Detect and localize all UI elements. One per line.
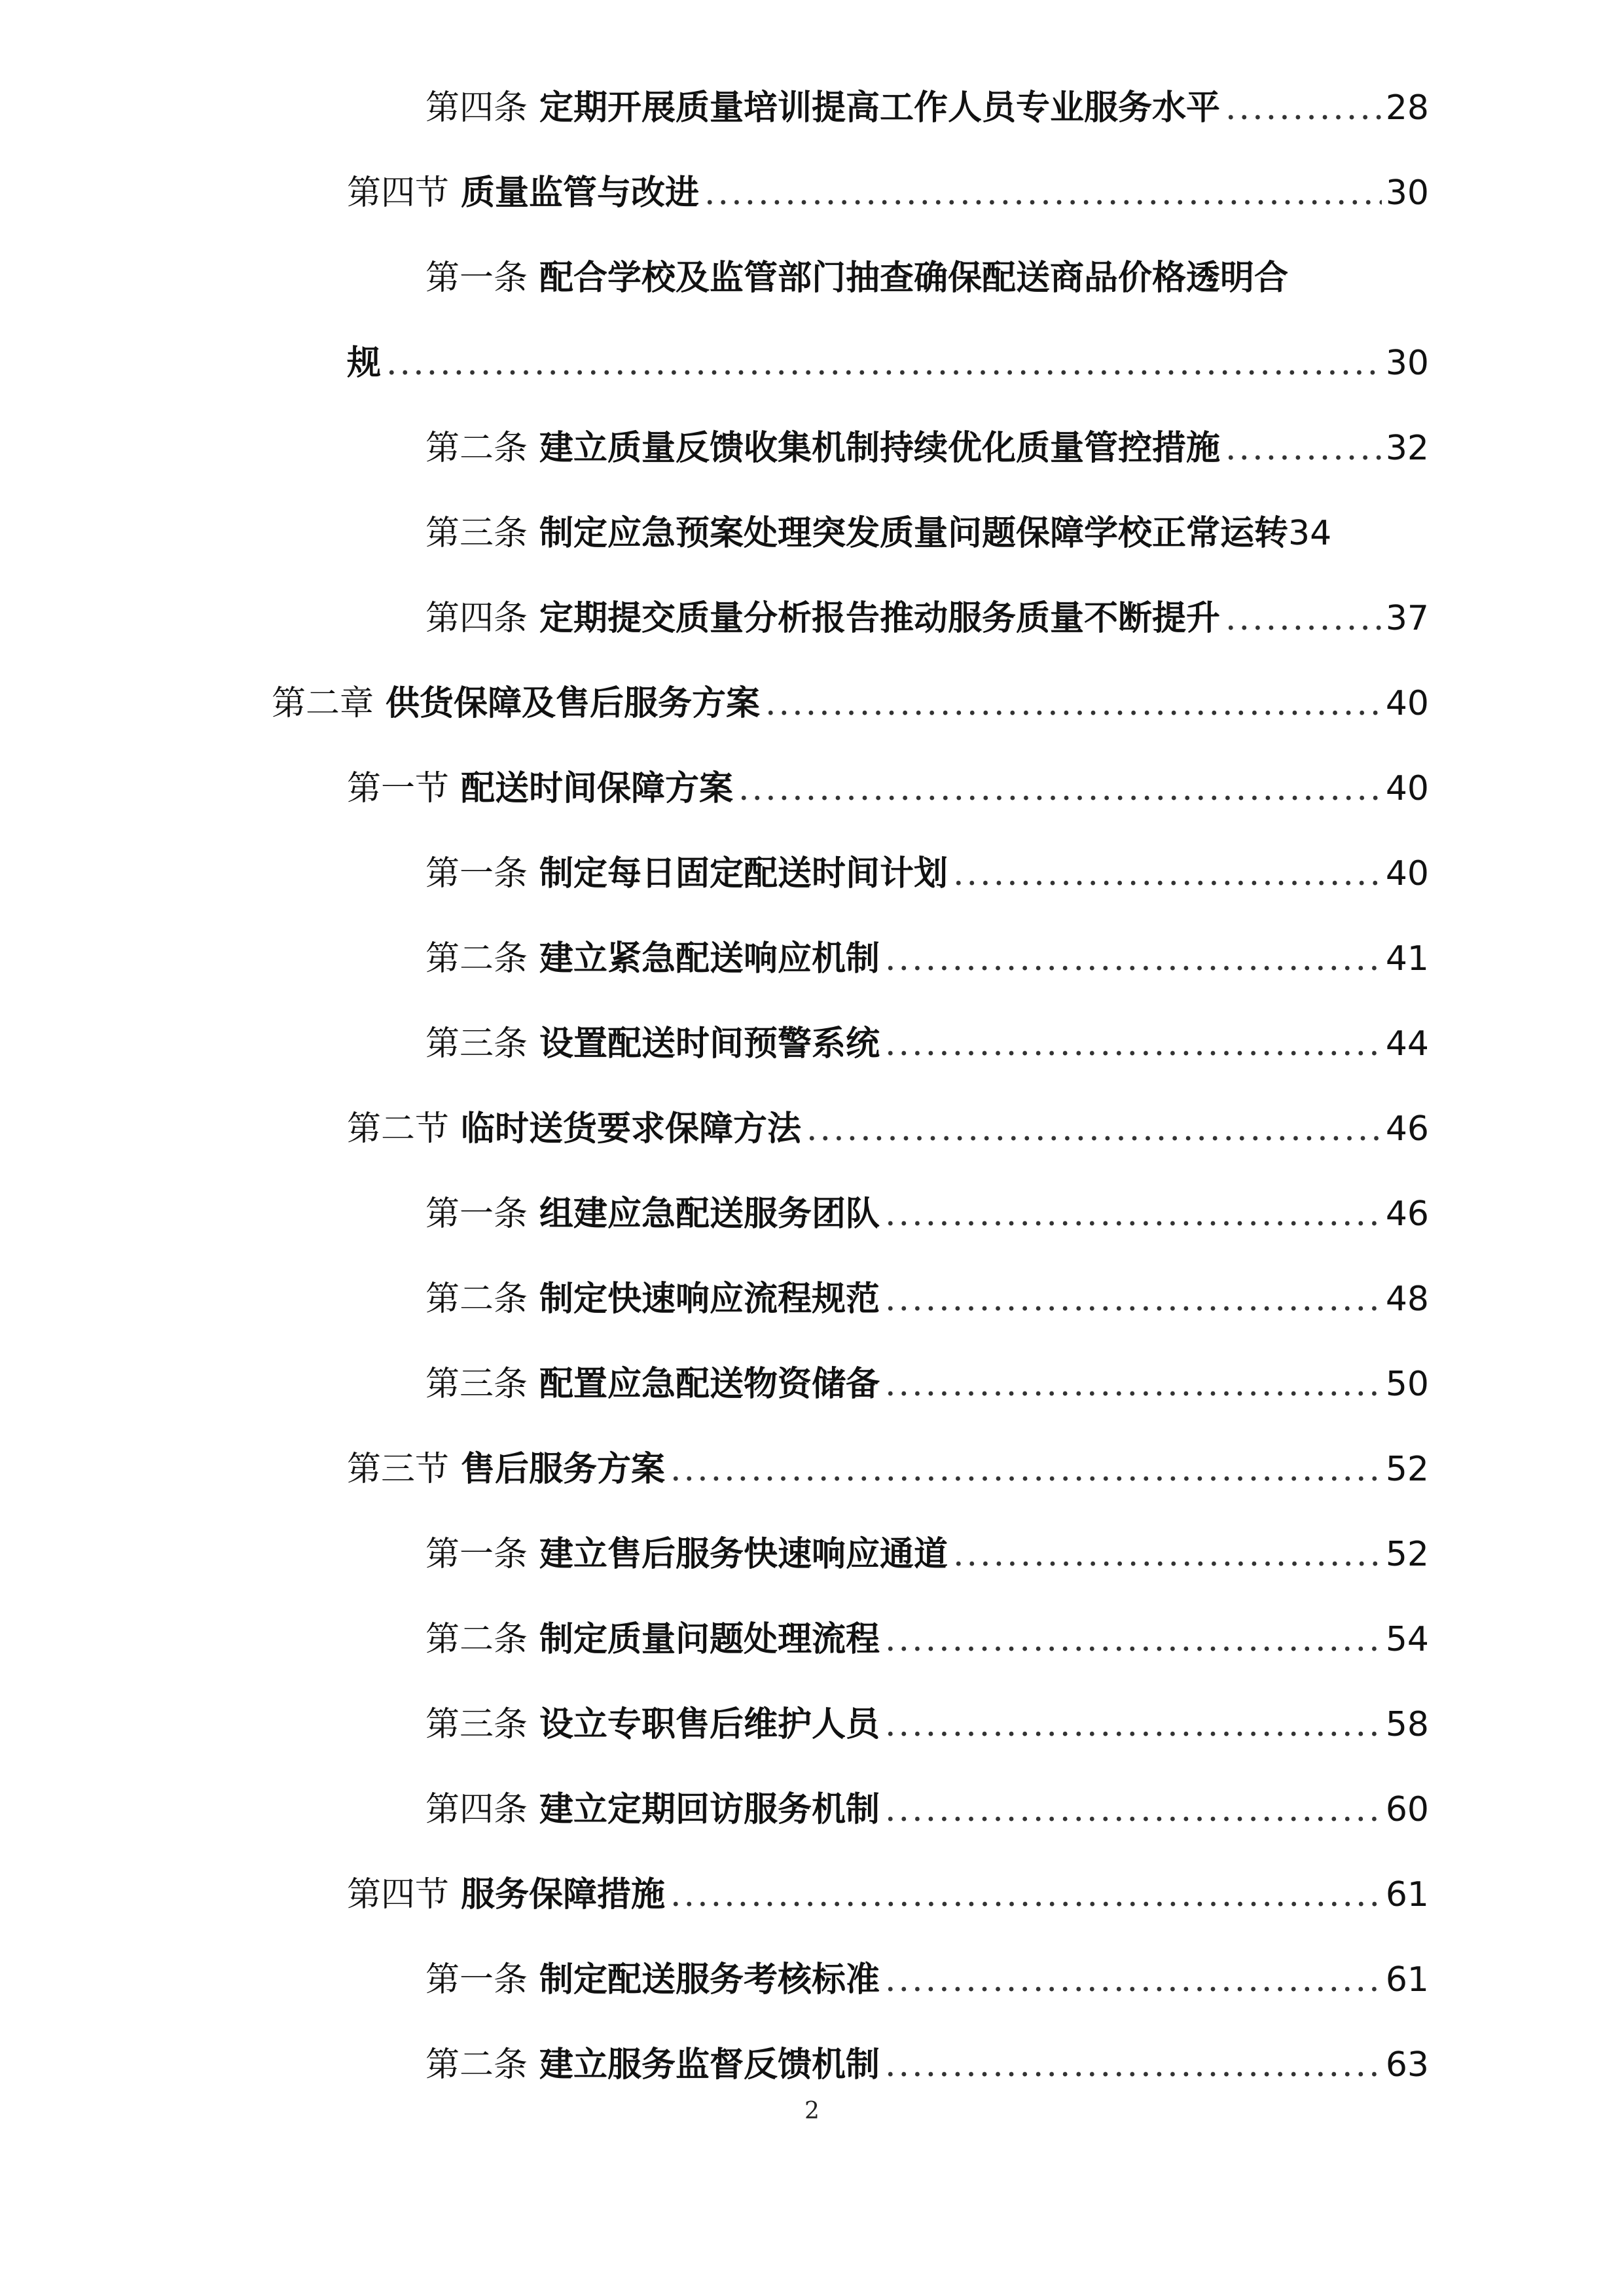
- toc-entry[interactable]: [425, 416, 1429, 481]
- toc-entry-label: 第四节: [347, 173, 450, 213]
- toc-leader-dots: [806, 1096, 1382, 1162]
- toc-leader-dots: [765, 671, 1382, 736]
- toc-leader-dots: [885, 1607, 1382, 1672]
- toc-entry-chapter[interactable]: [272, 671, 1429, 736]
- toc-entry[interactable]: [347, 1096, 1429, 1162]
- toc-entry-title: 配合学校及监管部门抽查确保配送商品价格透明合: [539, 258, 1289, 298]
- toc-entry-title: 制定应急预案处理突发质量问题保障学校正常运转: [539, 513, 1289, 553]
- toc-leader-dots: [885, 1266, 1382, 1332]
- toc-entry-page: 52: [1385, 1535, 1429, 1574]
- toc-entry-page: 28: [1385, 88, 1429, 128]
- toc-leader-dots: [885, 1352, 1382, 1417]
- toc-entry-label: 第一条: [425, 1535, 528, 1574]
- toc-entry[interactable]: [425, 1522, 1429, 1587]
- toc-entry-title: 配置应急配送物资储备: [539, 1364, 880, 1404]
- toc-leader-dots: [738, 756, 1382, 821]
- toc-leader-dots: [1225, 75, 1382, 141]
- toc-entry[interactable]: [347, 1862, 1429, 1928]
- toc-entry-title: 建立紧急配送响应机制: [539, 939, 880, 978]
- toc-entry-page: 46: [1385, 1194, 1429, 1234]
- toc-entry-label: 第二节: [347, 1109, 450, 1149]
- toc-entry-continuation[interactable]: [347, 331, 1429, 396]
- toc-entry-title: 定期开展质量培训提高工作人员专业服务水平: [539, 88, 1221, 128]
- toc-leader-dots: [885, 1947, 1382, 2013]
- toc-entry-label: 第二条: [425, 939, 528, 978]
- toc-entry-page: 60: [1385, 1790, 1429, 1829]
- toc-entry-label: 第一节: [347, 769, 450, 808]
- toc-entry-title: 配送时间保障方案: [461, 768, 734, 808]
- toc-leader-dots: [885, 926, 1382, 992]
- toc-entry-title: 服务保障措施: [461, 1874, 666, 1914]
- toc-entry-label: 第一条: [425, 259, 528, 298]
- toc-entry-page: 63: [1385, 2045, 1429, 2085]
- toc-entry[interactable]: [425, 1011, 1429, 1077]
- toc-entry-title: 设立专职售后维护人员: [539, 1704, 880, 1744]
- toc-entry[interactable]: [347, 1437, 1429, 1502]
- toc-entry-page: 58: [1385, 1705, 1429, 1744]
- toc-entry[interactable]: [347, 160, 1429, 226]
- toc-entry-page: 34: [1288, 514, 1332, 553]
- toc-leader-dots: [885, 1692, 1382, 1757]
- toc-entry-page: 32: [1385, 429, 1429, 468]
- toc-entry-page: 50: [1385, 1365, 1429, 1404]
- toc-entry-label: 第一条: [425, 1194, 528, 1234]
- toc-entry-title: 建立服务监督反馈机制: [539, 2045, 880, 2085]
- toc-entry-title: 质量监管与改进: [461, 173, 700, 213]
- toc-entry-label: 第三条: [425, 1024, 528, 1064]
- toc-entry[interactable]: [425, 245, 1429, 311]
- toc-leader-dots: [386, 331, 1382, 396]
- toc-entry[interactable]: [425, 1266, 1429, 1332]
- toc-entry-label: 第二条: [425, 1280, 528, 1319]
- toc-entry[interactable]: [425, 586, 1429, 651]
- toc-entry[interactable]: [347, 756, 1429, 821]
- toc-entry[interactable]: [425, 1181, 1429, 1247]
- toc-entry-page: 40: [1385, 684, 1429, 723]
- toc-entry-page: 41: [1385, 939, 1429, 978]
- toc-entry-label: 第二条: [425, 429, 528, 468]
- toc-entry-label: 第一条: [425, 1960, 528, 2000]
- toc-leader-dots: [670, 1437, 1382, 1502]
- toc-entry-title: 建立质量反馈收集机制持续优化质量管控措施: [539, 428, 1221, 468]
- toc-entry-label: 第二章: [272, 684, 374, 723]
- toc-leader-dots: [1225, 416, 1382, 481]
- toc-entry[interactable]: [425, 1607, 1429, 1672]
- toc-entry[interactable]: [425, 501, 1451, 566]
- toc-leader-dots: [885, 1011, 1382, 1077]
- toc-leader-dots: [1225, 586, 1382, 651]
- toc-entry-label: 第四条: [425, 1790, 528, 1829]
- toc-leader-dots: [670, 1862, 1382, 1928]
- toc-entry-page: 30: [1385, 344, 1429, 383]
- toc-entry-label: 第四条: [425, 88, 528, 128]
- toc-entry[interactable]: [425, 75, 1429, 141]
- toc-entry-label: 第三条: [425, 1705, 528, 1744]
- toc-entry[interactable]: [425, 1352, 1429, 1417]
- toc-leader-dots: [885, 1777, 1382, 1842]
- toc-entry-title: 建立定期回访服务机制: [539, 1789, 880, 1829]
- toc-entry-title: 建立售后服务快速响应通道: [539, 1534, 948, 1574]
- page-number: 2: [804, 2098, 820, 2125]
- toc-entry[interactable]: [425, 1947, 1429, 2013]
- toc-entry-title: 组建应急配送服务团队: [539, 1194, 880, 1234]
- toc-entry-label: 第三节: [347, 1450, 450, 1489]
- toc-entry-label: 第三条: [425, 514, 528, 553]
- toc-entry[interactable]: [425, 1777, 1429, 1842]
- toc-entry-page: 52: [1385, 1450, 1429, 1489]
- toc-entry[interactable]: [425, 841, 1429, 906]
- toc-entry-title: 定期提交质量分析报告推动服务质量不断提升: [539, 598, 1221, 638]
- toc-entry-label: 第四节: [347, 1875, 450, 1914]
- toc-entry-label: 第二条: [425, 1620, 528, 1659]
- toc-entry[interactable]: [425, 1692, 1429, 1757]
- toc-entry-title: 供货保障及售后服务方案: [386, 683, 761, 723]
- toc-entry-page: 48: [1385, 1280, 1429, 1319]
- toc-entry-page: 44: [1385, 1024, 1429, 1064]
- toc-leader-dots: [885, 1181, 1382, 1247]
- toc-entry-page: 40: [1385, 769, 1429, 808]
- toc-leader-dots: [953, 841, 1382, 906]
- toc-entry-title: 制定配送服务考核标准: [539, 1960, 880, 2000]
- toc-leader-dots: [885, 2032, 1382, 2098]
- toc-entry-label: 第二条: [425, 2045, 528, 2085]
- toc-entry-title: 制定每日固定配送时间计划: [539, 853, 948, 893]
- toc-entry-page: 61: [1385, 1875, 1429, 1914]
- toc-entry-page: 30: [1385, 173, 1429, 213]
- toc-entry-title: 售后服务方案: [461, 1449, 666, 1489]
- toc-entry-page: 61: [1385, 1960, 1429, 2000]
- toc-entry-page: 54: [1385, 1620, 1429, 1659]
- toc-entry-title: 设置配送时间预警系统: [539, 1024, 880, 1064]
- toc-entry-page: 37: [1385, 599, 1429, 638]
- toc-leader-dots: [704, 160, 1382, 226]
- toc-entry-page: 46: [1385, 1109, 1429, 1149]
- toc-entry-label: 第四条: [425, 599, 528, 638]
- toc-entry[interactable]: [425, 2032, 1429, 2098]
- toc-entry-label: 第三条: [425, 1365, 528, 1404]
- toc-entry-title: 制定质量问题处理流程: [539, 1619, 880, 1659]
- toc-entry-title: 制定快速响应流程规范: [539, 1279, 880, 1319]
- toc-entry-label: 第一条: [425, 854, 528, 893]
- toc-entry-title: 规: [347, 343, 382, 383]
- toc-entry-page: 40: [1385, 854, 1429, 893]
- toc-entry[interactable]: [425, 926, 1429, 992]
- toc-entry-title: 临时送货要求保障方法: [461, 1109, 802, 1149]
- toc-leader-dots: [953, 1522, 1382, 1587]
